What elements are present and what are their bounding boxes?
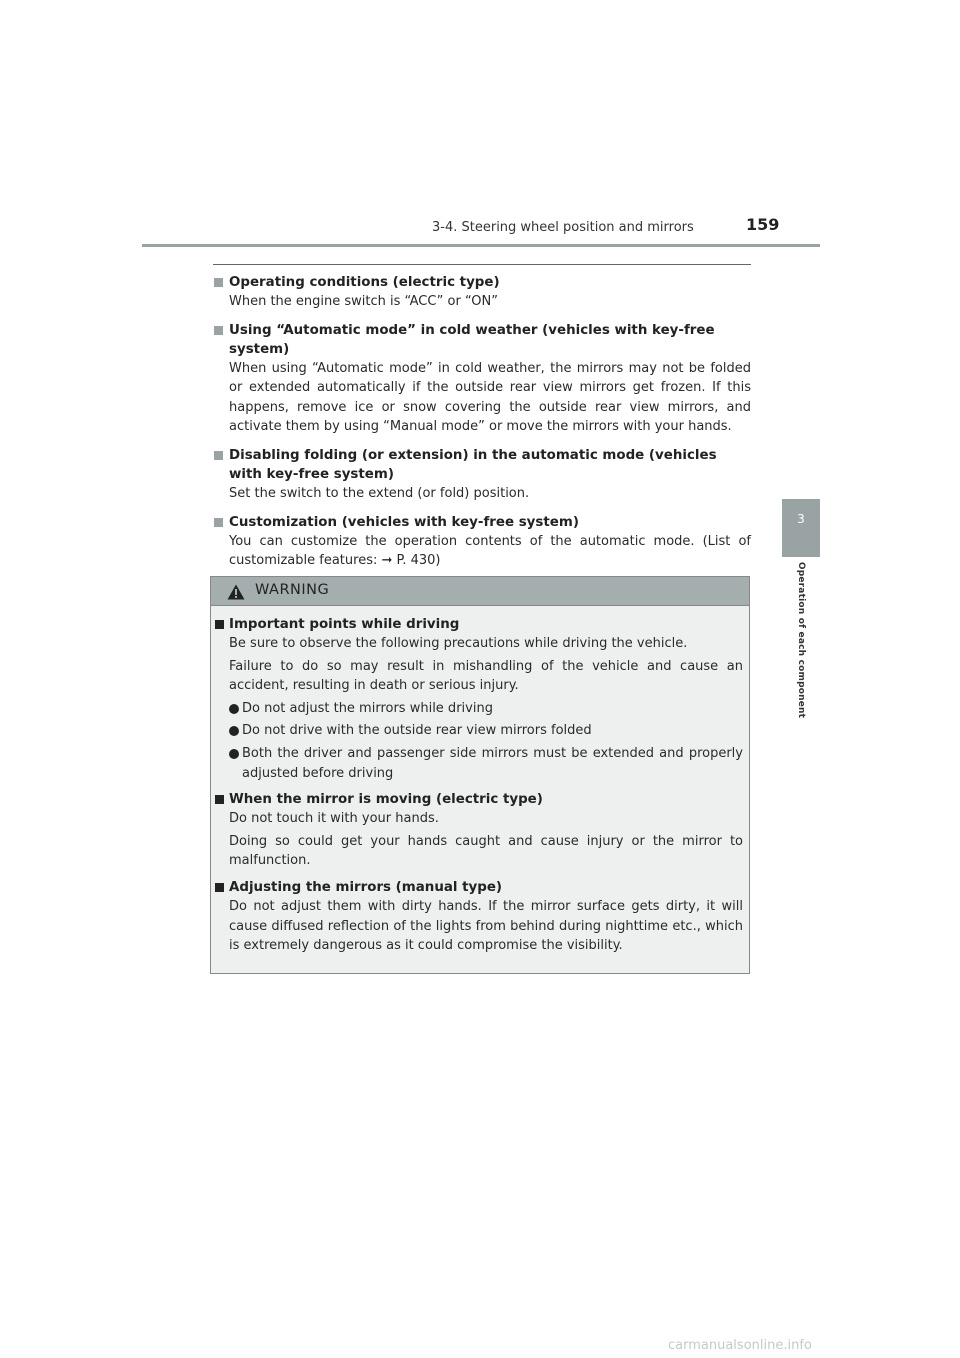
chapter-tab: 3 (782, 499, 820, 557)
bullet-dot-icon (229, 726, 239, 736)
chapter-tab-label: Operation of each component (796, 561, 806, 719)
warning-text: Do not touch it with your hands. (229, 811, 439, 827)
section-title: Using “Automatic mode” in cold weather (vehicles with key-free system) (229, 322, 715, 357)
square-bullet-icon (214, 518, 223, 527)
section-title: Operating conditions (electric type) (229, 275, 500, 290)
square-bullet-icon (215, 883, 224, 892)
square-bullet-icon (214, 278, 223, 287)
arrow-right-icon: ➞ (381, 553, 393, 569)
page-number: 159 (746, 215, 780, 234)
warning-text: Be sure to observe the following precautions while driving the vehicle. (229, 636, 688, 651)
section-text: When the engine switch is “ACC” or “ON” (229, 294, 498, 309)
section-text: You can customize the operation contents of the automatic mode. (List of customizable features: ➞ P. 430) (229, 533, 751, 569)
warning-section-manual (215, 878, 743, 956)
warning-text: Doing so could get your hands caught and cause injury or the mirror to malfunction. (229, 833, 743, 869)
section-disabling-folding (213, 446, 751, 504)
warning-header (211, 577, 749, 606)
warning-title: WARNING (255, 582, 330, 598)
section-title: Disabling folding (or extension) in the automatic mode (vehicles with key-free system) (229, 447, 717, 482)
warning-section-title: Adjusting the mirrors (manual type) (229, 879, 503, 895)
warning-text: Failure to do so may result in mishandling of the vehicle and cause an accident, resulting in death or serious injury. (229, 658, 743, 694)
section-text: When using “Automatic mode” in cold weather, the mirrors may not be folded or extended automatically if the outside rear view mirrors get frozen. If this happens, remove ice or snow covering the outside rear view mirrors, and activate them by using “Manual mode” or move the mirrors with your hands. (229, 360, 751, 435)
watermark: carmanualsonline.info (668, 1338, 812, 1353)
warning-bullet: Do not adjust the mirrors while driving (215, 699, 743, 719)
section-text: Set the switch to the extend (or fold) position. (229, 485, 530, 501)
warning-box (210, 576, 750, 974)
warning-bullet: Do not drive with the outside rear view mirrors folded (215, 721, 743, 741)
square-bullet-icon (214, 326, 223, 335)
square-bullet-icon (215, 795, 224, 804)
warning-body (211, 606, 749, 956)
warning-bullet: Both the driver and passenger side mirrors must be extended and properly adjusted before driving (215, 744, 743, 783)
bullet-dot-icon (229, 749, 239, 759)
section-customization (213, 513, 751, 571)
content-top-rule (213, 264, 751, 265)
section-operating-conditions (213, 273, 751, 312)
warning-section-title: When the mirror is moving (electric type) (229, 792, 543, 808)
warning-section-driving (215, 615, 743, 783)
square-bullet-icon (215, 620, 224, 629)
section-cold-weather (213, 321, 751, 437)
bullet-dot-icon (229, 704, 239, 714)
square-bullet-icon (214, 451, 223, 460)
warning-text: Do not adjust them with dirty hands. If the mirror surface gets dirty, it will cause diffused reflection of the lights from behind during nighttime etc., which is extremely dangerous as it could compromise the visibility. (229, 898, 743, 954)
main-content (213, 264, 751, 580)
warning-triangle-icon (227, 584, 245, 600)
warning-section-moving (215, 790, 743, 871)
header-rule (142, 244, 820, 247)
warning-section-title: Important points while driving (229, 617, 460, 632)
page-reference-link[interactable]: P. 430) (392, 553, 441, 569)
running-header-section: 3-4. Steering wheel position and mirrors (432, 220, 694, 235)
section-title: Customization (vehicles with key-free system) (229, 514, 579, 530)
